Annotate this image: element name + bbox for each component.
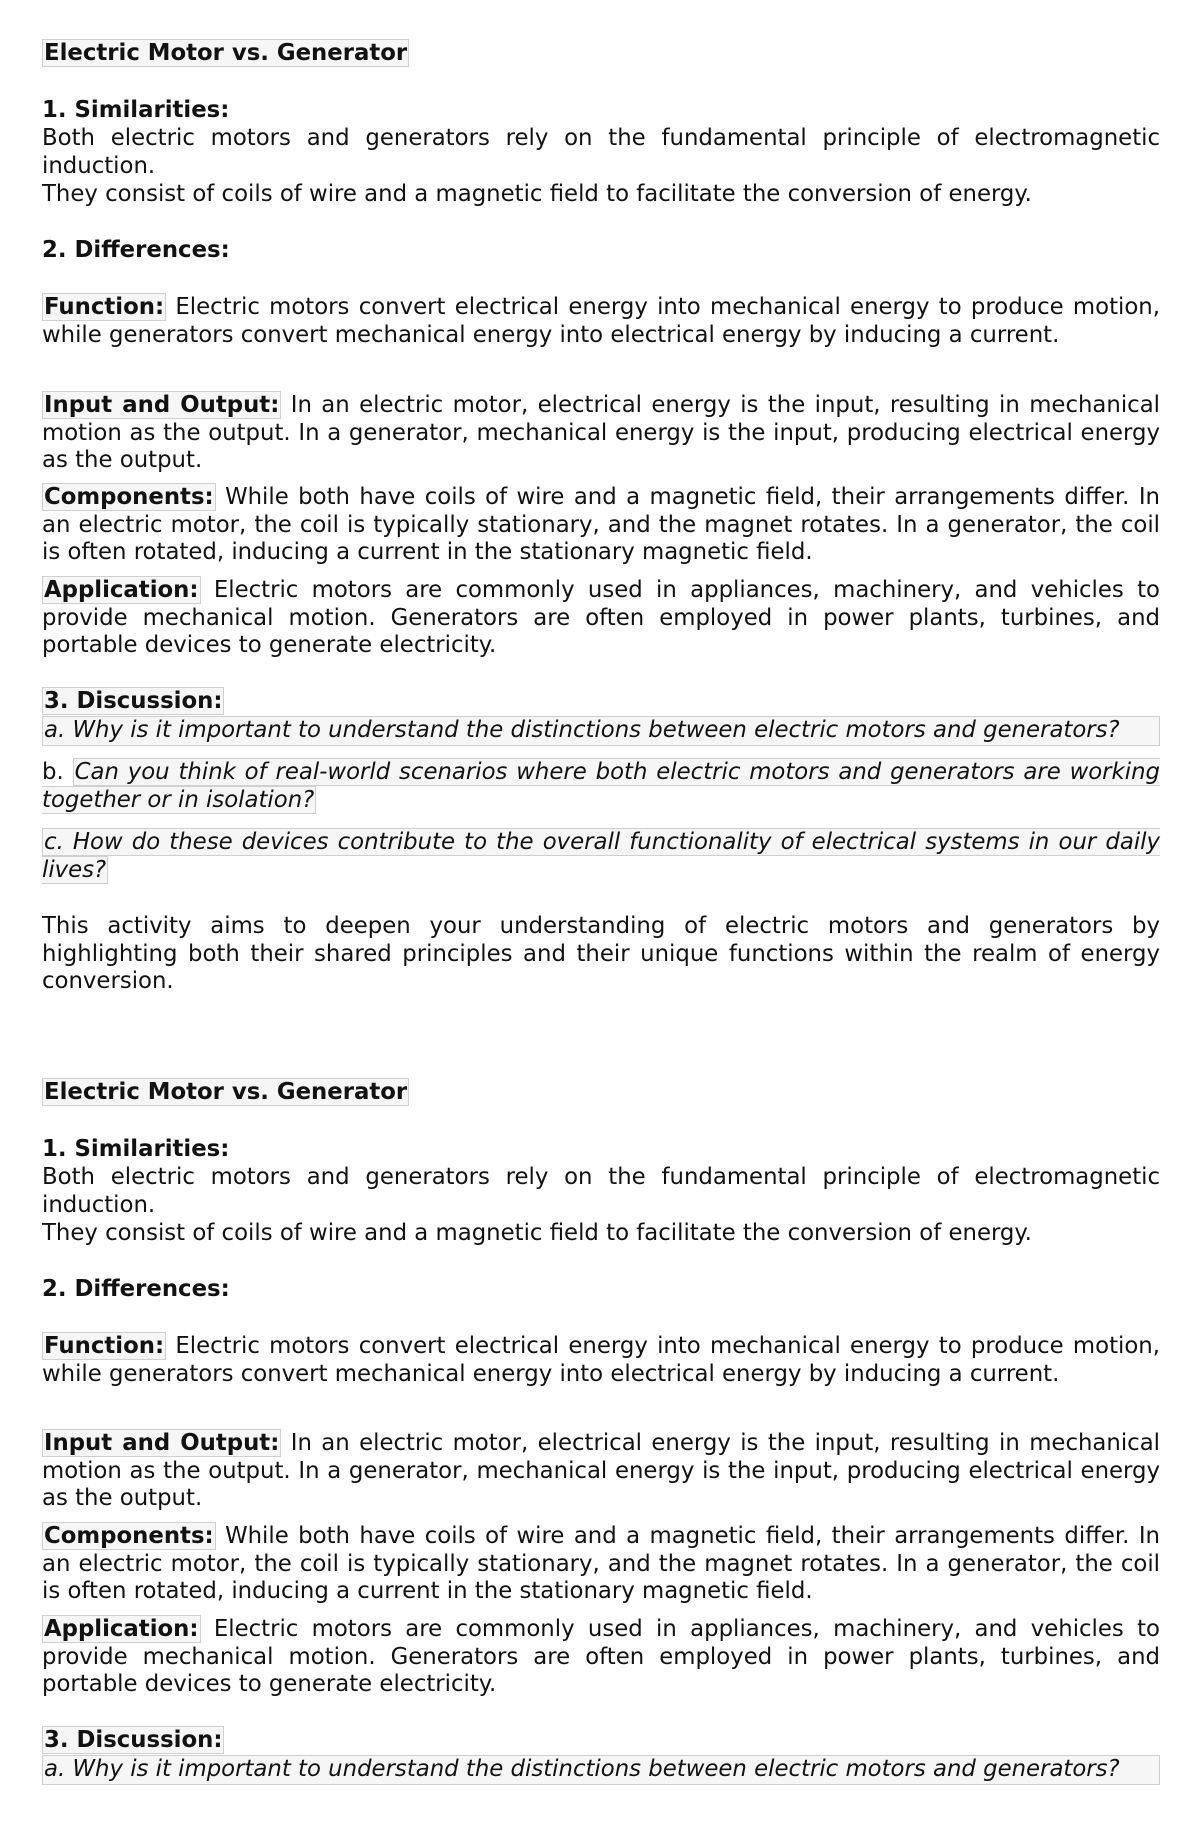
input-output-paragraph xyxy=(42,392,1160,475)
document-title-2: Electric Motor vs. Generator xyxy=(44,1079,408,1105)
components-text: While both have coils of wire and a magnetic field, their arrangements differ. In an electric motor, the coil is typically stationary, and the magnet rotates. In a generator, the coil is often rotated, inducing a current in the stationary magnetic field. xyxy=(42,484,1160,565)
input-output-text: In an electric motor, electrical energy is the input, resulting in mechanical motion as the output. In a generator, mechanical energy is the input, producing electrical energy as the output. xyxy=(42,392,1161,473)
similarities-text-2: They consist of coils of wire and a magnetic field to facilitate the conversion of energy. xyxy=(42,181,1032,207)
title-2 xyxy=(42,1079,1160,1107)
function-text: Electric motors convert electrical energy into mechanical energy to produce motion, while generators convert mechanical energy into electrical energy by inducing a current. xyxy=(42,294,1160,348)
similarities-text-2-2: They consist of coils of wire and a magnetic field to facilitate the conversion of energy. xyxy=(42,1220,1032,1246)
components-label-2: Components: xyxy=(44,1523,214,1549)
components-label: Components: xyxy=(44,484,214,510)
similarities-text-1-2: Both electric motors and generators rely on the fundamental principle of electromagnetic induction. xyxy=(42,1164,1160,1218)
function-paragraph xyxy=(42,294,1160,349)
input-output-label: Input and Output: xyxy=(44,392,280,418)
components-text-2: While both have coils of wire and a magnetic field, their arrangements differ. In an electric motor, the coil is typically stationary, and the magnet rotates. In a generator, the coil is often rotated, inducing a current in the stationary magnetic field. xyxy=(42,1523,1160,1604)
function-label: Function: xyxy=(44,294,165,320)
differences-heading-row xyxy=(42,237,1160,265)
application-label: Application: xyxy=(44,577,199,603)
discussion-question-c xyxy=(42,829,1160,884)
discussion-question-a-2 xyxy=(42,1755,1160,1785)
input-output-label-2: Input and Output: xyxy=(44,1430,280,1456)
similarities-heading-row xyxy=(42,97,1160,125)
similarities-heading: 1. Similarities: xyxy=(42,97,230,123)
question-a-text-2: a. Why is it important to understand the distinctions between electric motors and generators? xyxy=(42,1755,1160,1785)
question-b-prefix: b. xyxy=(42,759,64,785)
discussion-heading: 3. Discussion: xyxy=(44,688,223,714)
components-paragraph xyxy=(42,484,1160,567)
components-paragraph-2 xyxy=(42,1523,1160,1606)
title xyxy=(42,40,1160,68)
discussion-heading-2: 3. Discussion: xyxy=(44,1727,223,1753)
differences-heading-2: 2. Differences: xyxy=(42,1276,230,1302)
application-label-2: Application: xyxy=(44,1616,199,1642)
similarities-heading-row-2 xyxy=(42,1136,1160,1164)
application-paragraph-2 xyxy=(42,1616,1160,1699)
input-output-text-2: In an electric motor, electrical energy is the input, resulting in mechanical motion as the output. In a generator, mechanical energy is the input, producing electrical energy as the output. xyxy=(42,1430,1161,1511)
discussion-heading-row xyxy=(42,688,1160,716)
discussion-question-a xyxy=(42,716,1160,746)
closing-paragraph: This activity aims to deepen your understanding of electric motors and generators by highlighting both their shared principles and their unique functions within the realm of energy conversion. xyxy=(42,913,1160,994)
similarities-text-1: Both electric motors and generators rely on the fundamental principle of electromagnetic induction. xyxy=(42,125,1160,179)
function-paragraph-2 xyxy=(42,1333,1160,1388)
input-output-paragraph-2 xyxy=(42,1430,1160,1513)
discussion-question-b xyxy=(42,759,1160,814)
discussion-heading-row-2 xyxy=(42,1727,1160,1755)
question-a-text: a. Why is it important to understand the distinctions between electric motors and generators? xyxy=(42,716,1160,746)
similarities-heading-2: 1. Similarities: xyxy=(42,1136,230,1162)
question-b-text: Can you think of real-world scenarios where both electric motors and generators are working together or in isolation? xyxy=(42,759,1160,813)
document-title: Electric Motor vs. Generator xyxy=(44,40,408,66)
differences-heading-row-2 xyxy=(42,1276,1160,1304)
function-text-2: Electric motors convert electrical energy into mechanical energy to produce motion, while generators convert mechanical energy into electrical energy by inducing a current. xyxy=(42,1333,1160,1387)
application-text: Electric motors are commonly used in appliances, machinery, and vehicles to provide mechanical motion. Generators are often employed in power plants, turbines, and portable devices to generate electricity. xyxy=(42,577,1160,658)
application-text-2: Electric motors are commonly used in appliances, machinery, and vehicles to provide mechanical motion. Generators are often employed in power plants, turbines, and portable devices to generate electricity. xyxy=(42,1616,1160,1697)
differences-heading: 2. Differences: xyxy=(42,237,230,263)
application-paragraph xyxy=(42,577,1160,660)
function-label-2: Function: xyxy=(44,1333,165,1359)
question-c-text: c. How do these devices contribute to the overall functionality of electrical systems in our daily lives? xyxy=(42,829,1160,883)
